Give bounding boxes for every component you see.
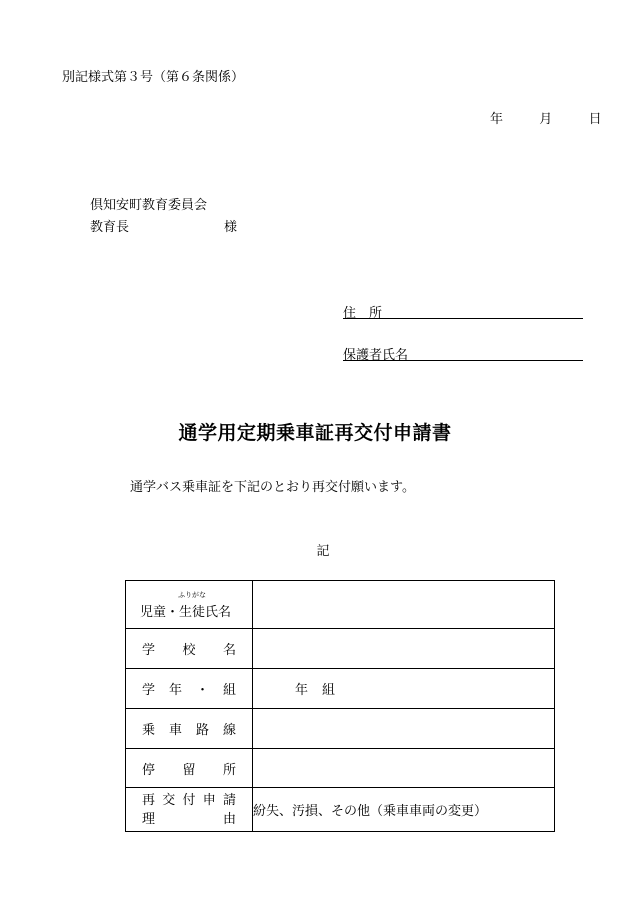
grade-label-char: 年: [168, 683, 182, 698]
application-table: [125, 580, 555, 832]
route-label-char: 乗: [142, 723, 156, 738]
school-label-char: 学: [142, 643, 156, 658]
grade-label-char: 組: [222, 683, 236, 698]
student-name-label: 児童・生徒氏名: [140, 604, 232, 620]
label-school: [126, 629, 253, 669]
table-row-name: [126, 581, 555, 629]
table-row-reason: [126, 788, 555, 832]
grade-class-value: [253, 669, 555, 709]
route-value: [253, 709, 555, 749]
grade-class-unit: 組: [322, 683, 336, 698]
label-student-name: [126, 581, 253, 629]
address-label: 住 所: [343, 306, 383, 321]
address-underline: [343, 318, 583, 319]
reason-label-char: 由: [222, 811, 236, 827]
reason-label-char: 請: [222, 792, 236, 808]
label-route: [126, 709, 253, 749]
date-day: 日: [588, 112, 602, 127]
recipient-org: 倶知安町教育委員会: [90, 198, 208, 213]
recipient-title: 教育長: [90, 220, 130, 235]
reason-label-char: 申: [202, 792, 216, 808]
label-reason: [126, 788, 253, 832]
route-label-char: 車: [168, 723, 182, 738]
school-label-char: 名: [222, 643, 236, 658]
reason-label-char: 交: [162, 792, 176, 808]
grade-label-char: 学: [142, 683, 156, 698]
table-row-school: [126, 629, 555, 669]
form-number: 別記様式第３号（第６条関係）: [62, 70, 245, 85]
grade-year-unit: 年: [295, 683, 309, 698]
table-row-stop: [126, 749, 555, 788]
recipient-honorific: 様: [224, 220, 238, 235]
label-stop: [126, 749, 253, 788]
guardian-name-label: 保護者氏名: [343, 348, 409, 363]
stop-label-char: 停: [142, 762, 156, 778]
reason-label-char: 再: [142, 792, 156, 808]
school-label-char: 校: [182, 643, 196, 658]
guardian-name-underline: [343, 360, 583, 361]
route-label-char: 路: [195, 723, 209, 738]
route-label-char: 線: [222, 723, 236, 738]
ki-heading: 記: [316, 544, 330, 559]
stop-value: [253, 749, 555, 788]
document-title: 通学用定期乗車証再交付申請書: [178, 422, 452, 444]
stop-label-char: 留: [182, 762, 196, 778]
date-year: 年: [490, 112, 504, 127]
furigana-label: ふりがな: [178, 590, 206, 599]
table-row-grade: [126, 669, 555, 709]
grade-label-char: ・: [195, 683, 209, 698]
reason-label-char: 付: [182, 792, 196, 808]
school-value: [253, 629, 555, 669]
table-row-route: [126, 709, 555, 749]
reason-value: 紛失、汚損、その他（乗車車両の変更）: [253, 788, 555, 832]
label-grade-class: [126, 669, 253, 709]
reason-label-char: 理: [142, 811, 156, 827]
student-name-value: [253, 581, 555, 629]
date-month: 月: [539, 112, 553, 127]
date-line: [490, 108, 602, 127]
stop-label-char: 所: [222, 762, 236, 778]
intro-text: 通学バス乗車証を下記のとおり再交付願います。: [130, 480, 415, 495]
